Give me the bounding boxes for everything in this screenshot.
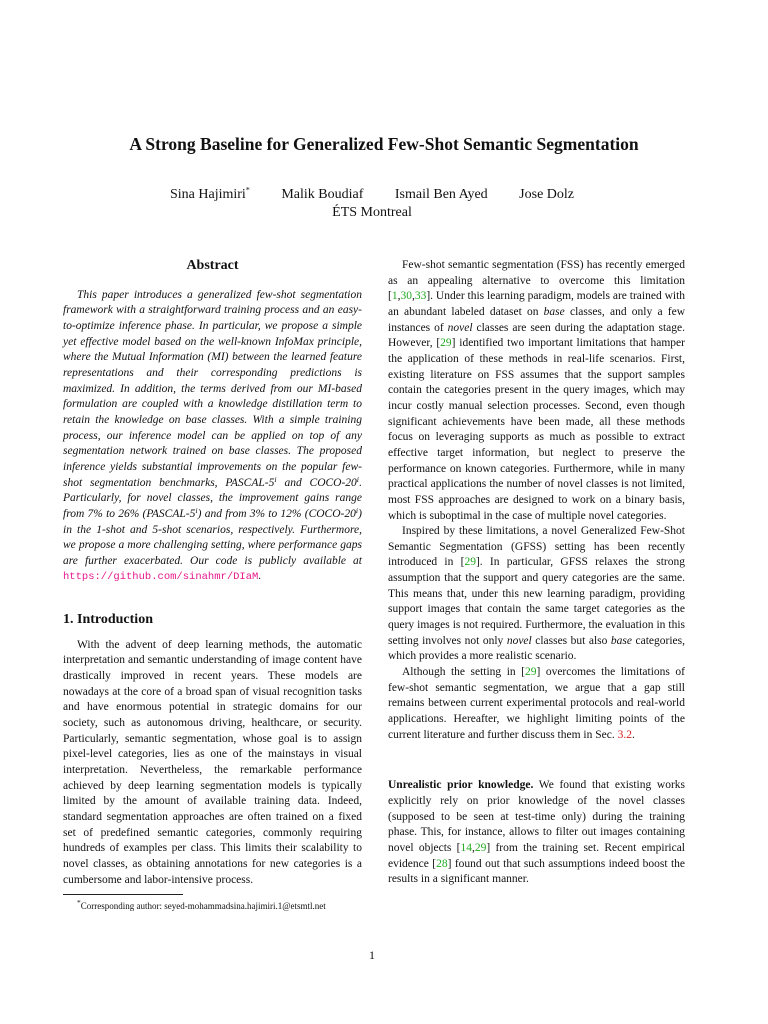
- footnote-text: Corresponding author: seyed-mohammadsina.hajimiri.1@etsmtl.net: [80, 901, 326, 912]
- paragraph-unrealistic-prior: [388, 778, 685, 888]
- author-list: [0, 185, 744, 203]
- intro-paragraph-gap: [388, 665, 685, 743]
- citation-link[interactable]: 14: [460, 841, 472, 854]
- text-run: categories, which provides a more realistic scenario.: [388, 634, 685, 663]
- emphasis-novel: novel: [506, 634, 532, 647]
- text-run: ]. In particular, GFSS relaxes the strong assumption that the support and query categories are the same. This means that, under this new learning paradigm, providing support images that contain the same target categories as the query images is not required. Furthermore, the evaluation in this setting involves not only: [388, 556, 685, 647]
- citation-link[interactable]: 33: [414, 290, 427, 303]
- paragraph-heading: Unrealistic prior knowledge.: [388, 779, 534, 792]
- author-name: [170, 187, 250, 202]
- text-run: classes, and only a few instances of: [388, 305, 685, 334]
- intro-paragraph-fss: [388, 258, 685, 524]
- abstract-end: .: [258, 570, 262, 583]
- text-run: Inspired by these limitations, a novel Generalized Few-Shot Semantic Segmentation (GFSS) setting has been recently introduced in [: [388, 525, 685, 569]
- intro-paragraph: With the advent of deep learning methods, the automatic interpretation and semantic understanding of image content have drastically improved in recent years. These models are nowadays at the core of a broad span of visual recognition tasks and have enormous potential in strategic domains for our society, such as autonomous driving, healthcare, or security. Particularly, semantic segmentation, whose goal is to assign pixel-level categories, lies as one of the mainstays in visual interpretation. Nevertheless, the remarkable performance achieved by deep learning segmentation models is typically limited by the amount of available training data. Indeed, standard segmentation approaches are often trained on a fixed set of predefined semantic categories, commonly requiring hundreds of examples per class. This limits their scalability to novel classes, as obtaining annotations for new categories is a cumbersome and labor-intensive process.: [63, 638, 362, 886]
- text-run: ] overcomes the limitations of few-shot semantic segmentation, we argue that a gap still remains between current experimental protocols and real-world applications. Hereafter, we highlight limiting points of the current literature and further discuss them in Sec.: [388, 666, 685, 741]
- footnote-mark: *: [77, 898, 81, 908]
- text-run: ,: [472, 841, 475, 854]
- emphasis-base: base: [543, 305, 565, 318]
- right-column: [388, 258, 685, 888]
- code-link[interactable]: https://github.com/sinahmr/DIaM: [63, 571, 259, 584]
- text-run: classes but also: [531, 634, 611, 647]
- affiliation: ÉTS Montreal: [332, 205, 412, 220]
- section-reference-link[interactable]: 3.2: [617, 728, 632, 741]
- paper-title: A Strong Baseline for Generalized Few-Shot Semantic Segmentation: [129, 134, 639, 154]
- citation-link[interactable]: 29: [440, 337, 452, 350]
- citation-link[interactable]: 29: [464, 556, 476, 569]
- text-run: ,: [411, 290, 415, 303]
- text-run: ] from the training set. Recent empirical evidence [: [388, 841, 685, 870]
- text-run: classes are seen during the adaptation stage. However, [: [388, 321, 685, 350]
- abstract-heading: Abstract: [186, 258, 239, 273]
- citation-link[interactable]: 28: [436, 857, 448, 870]
- citation-link[interactable]: 29: [524, 666, 537, 679]
- text-run: We found that existing works explicitly rely on prior knowledge of the novel classes (supposed to be seen at test-time only) during the training phase. This, for instance, allows to filter out images containing novel objects [: [388, 779, 686, 854]
- author-name: Jose Dolz: [519, 186, 574, 202]
- footnote-divider: [63, 894, 183, 895]
- text-run: .: [631, 728, 635, 741]
- page-number: 1: [369, 948, 375, 962]
- text-run: Few-shot semantic segmentation (FSS) has recently emerged as an appealing alternative to overcome this limitation [: [388, 259, 685, 303]
- text-run: ] found out that such assumptions indeed boost the results in a significant manner.: [388, 857, 685, 886]
- text-run: ]. Under this learning paradigm, models are trained with an abundant labeled dataset on: [388, 290, 686, 318]
- emphasis-base: base: [610, 634, 632, 647]
- section-heading-introduction: 1. Introduction: [63, 612, 153, 628]
- text-run: ] identified two important limitations that hamper the application of these methods in real-life scenarios. First, existing literature on FSS assumes that the support samples contain the categories present in the query images, which may incur costly manual selection processes. Second, even though significant achievements have been made, all these methods focus on leveraging supports as much as possible to extract effective target information, but neglect to preserve the performance on known categories. Furthermore, while in many practical applications the number of novel classes is not limited, most FSS approaches are designed to work on a binary basis, which is suboptimal in the case of multiple novel categories.: [388, 337, 685, 522]
- author-name-text: Sina Hajimiri: [169, 186, 246, 202]
- citation-link[interactable]: 30: [400, 290, 412, 303]
- text-run: Although the setting in [: [402, 666, 525, 679]
- intro-paragraph-gfss: [388, 524, 685, 665]
- citation-link[interactable]: 1: [391, 290, 398, 303]
- emphasis-novel: novel: [447, 321, 473, 334]
- footnote: [63, 897, 362, 912]
- left-column: [63, 258, 362, 912]
- abstract-body: [63, 288, 362, 586]
- text-run: ,: [397, 290, 401, 303]
- abstract-text: This paper introduces a generalized few-shot segmentation framework with a straightforward training process and an easy-to-optimize inference phase. In particular, we propose a simple yet effective model based on the well-known InfoMax principle, where the Mutual Information (MI) between the learned feature representations and their corresponding predictions is maximized. In addition, the terms derived from our MI-based formulation are coupled with a knowledge distillation term to retain the knowledge on base classes. With a simple training process, our inference model can be applied on top of any segmentation network trained on base classes. The proposed inference yields substantial improvements on the popular few-shot segmentation benchmarks, PASCAL-5ⁱ and COCO-20ⁱ. Particularly, for novel classes, the improvement gains range from 7% to 26% (PASCAL-5ⁱ) and from 3% to 12% (COCO-20ⁱ) in the 1-shot and 5-shot scenarios, respectively. Furthermore, we propose a more challenging setting, where performance gaps are further exacerbated. Our code is publicly available at: [63, 288, 362, 567]
- author-name: Ismail Ben Ayed: [394, 186, 488, 202]
- paragraph-gap: [388, 743, 685, 778]
- author-name: Malik Boudiaf: [281, 186, 364, 202]
- corresponding-author-mark: *: [245, 185, 250, 194]
- citation-link[interactable]: 29: [474, 841, 487, 854]
